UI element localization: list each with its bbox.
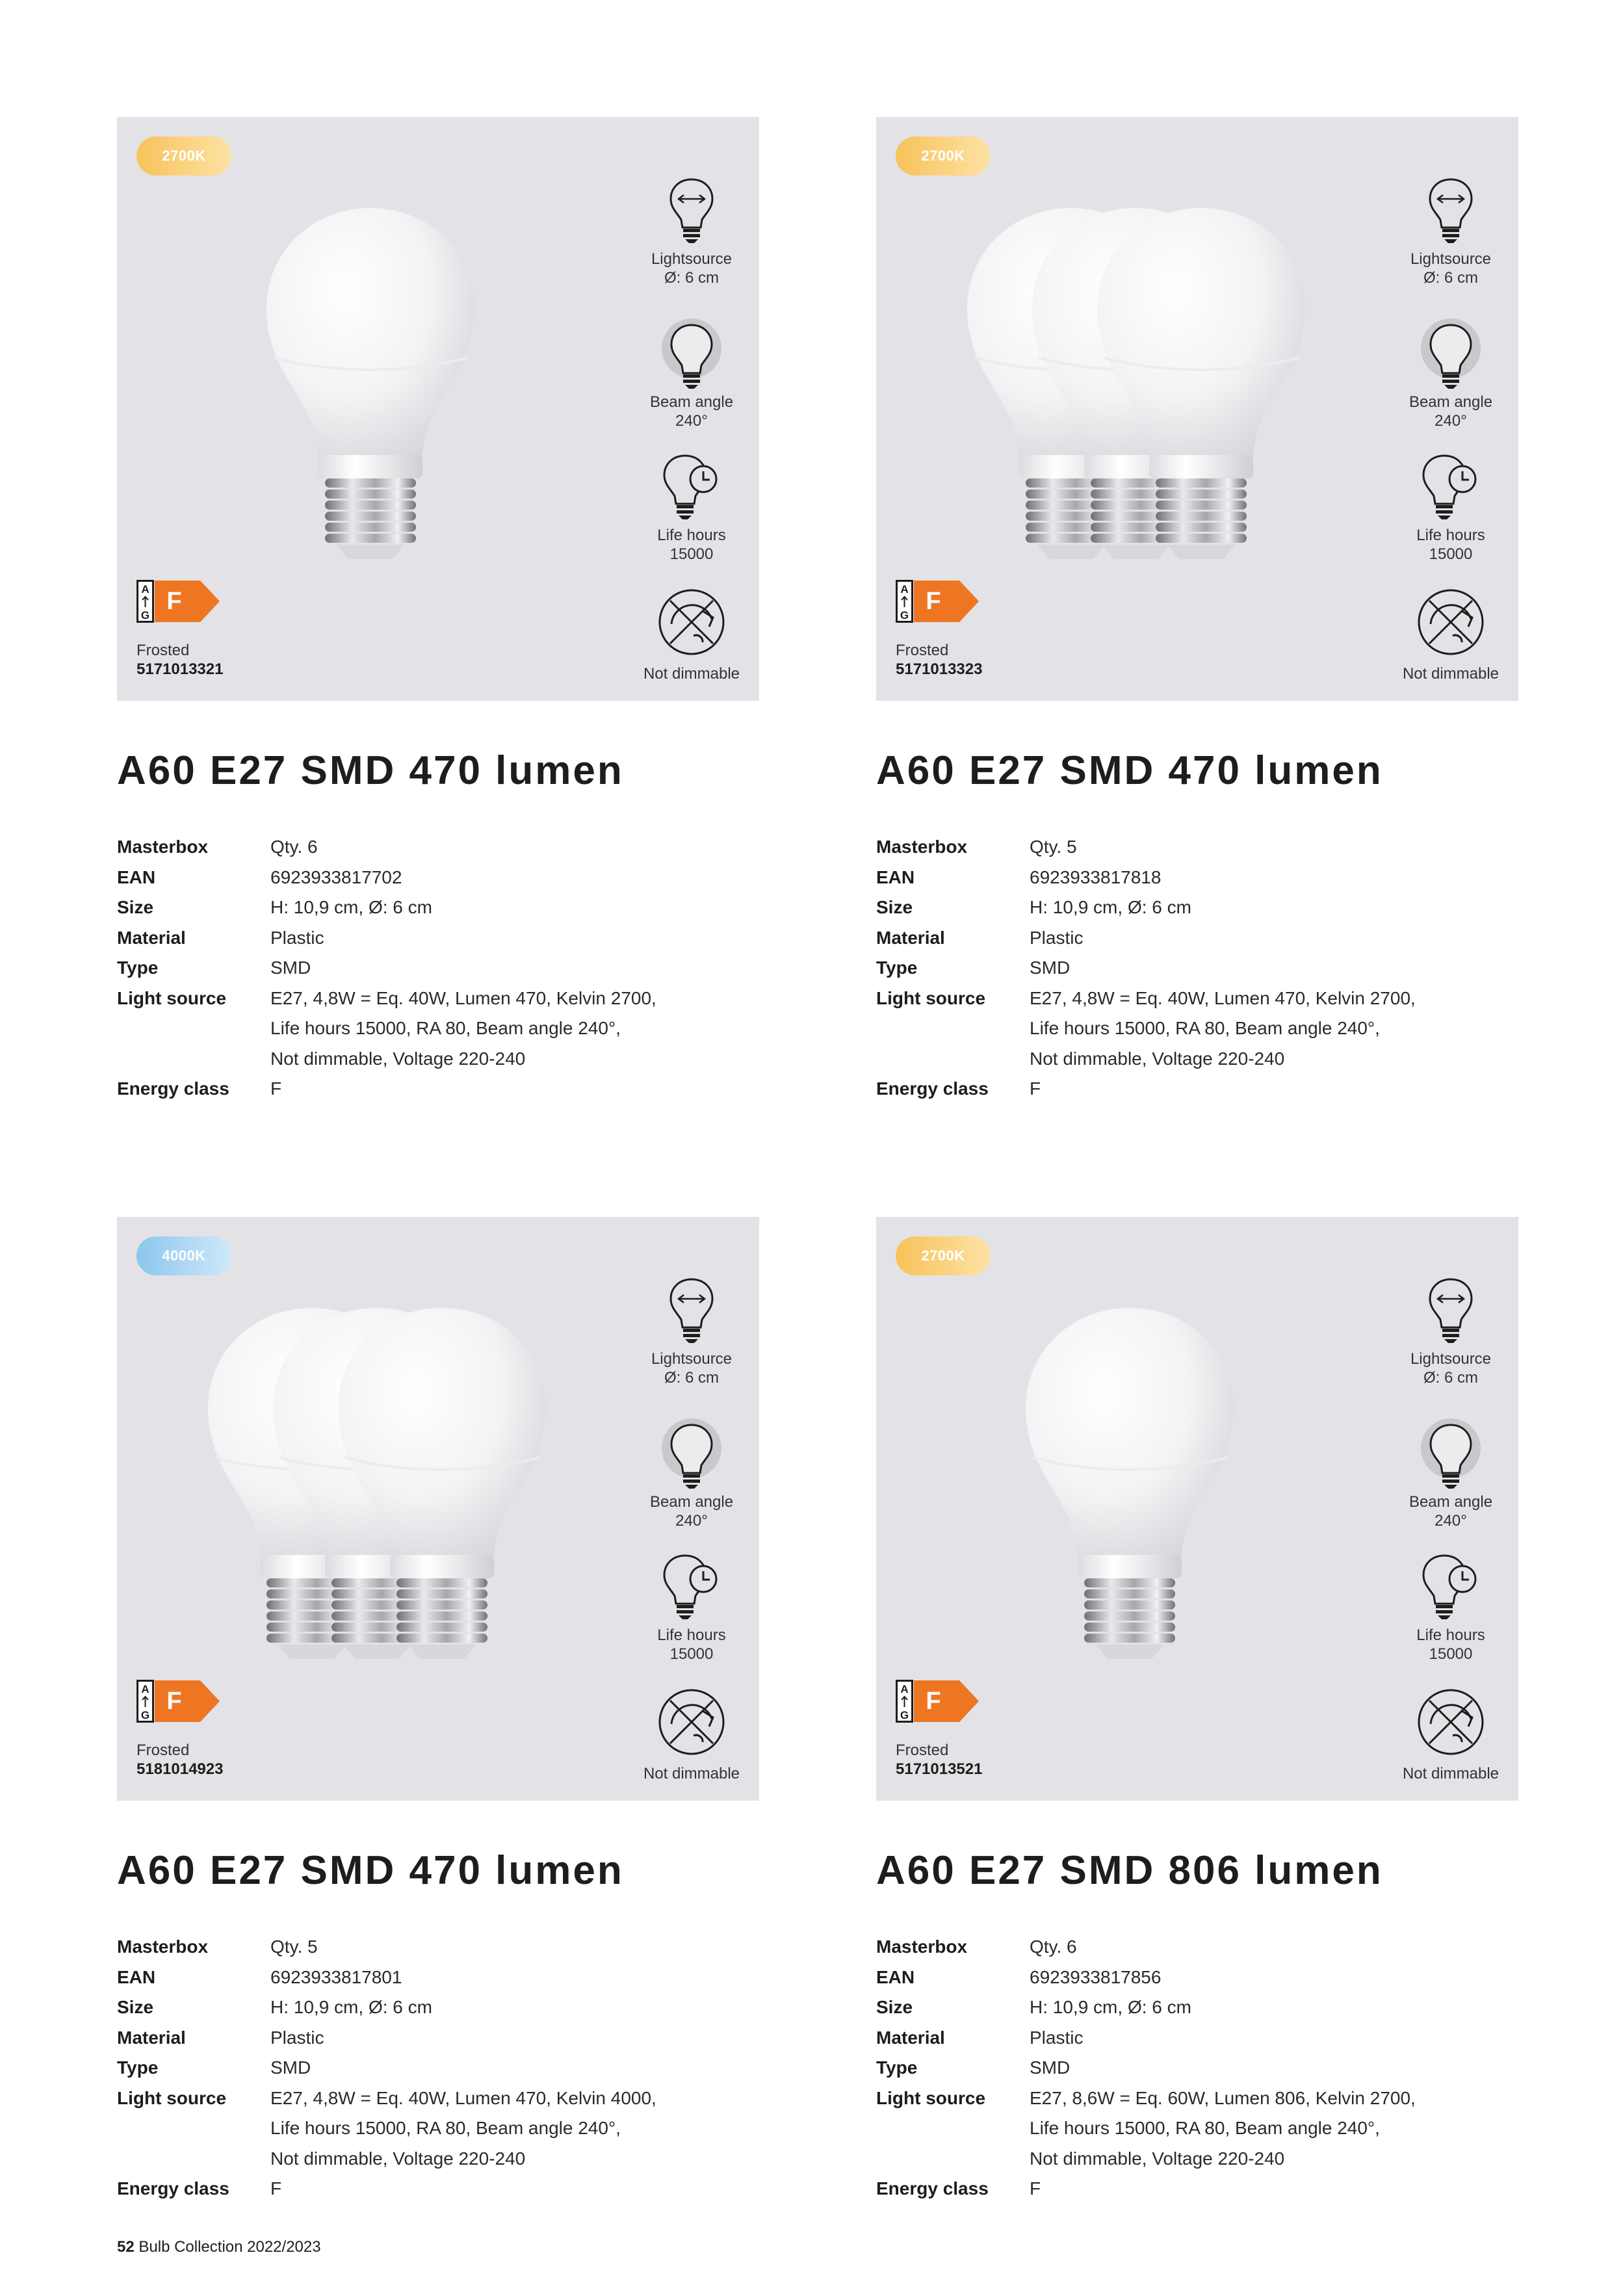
spec-table xyxy=(876,1932,1518,2204)
svg-text:A: A xyxy=(141,1683,149,1695)
spec-value: Plastic xyxy=(270,927,324,948)
dimmable-feature xyxy=(1386,586,1516,683)
svg-text:G: G xyxy=(900,609,909,621)
svg-text:G: G xyxy=(900,1709,909,1721)
dimmable-label: Not dimmable xyxy=(643,665,740,683)
finish-info xyxy=(896,1741,982,1779)
product-title: A60 E27 SMD 470 lumen xyxy=(117,1848,624,1893)
spec-row-energy-class xyxy=(876,2174,1518,2204)
spec-row-masterbox xyxy=(876,832,1518,863)
finish-label: Frosted xyxy=(136,1742,190,1759)
bulb xyxy=(266,208,474,559)
beam-angle-value: 240° xyxy=(1435,1512,1467,1530)
spec-key: Light source xyxy=(876,987,986,1008)
spec-value: 6923933817801 xyxy=(270,1966,402,1987)
product-code: 5171013321 xyxy=(136,660,224,678)
lightsource-label: Lightsource xyxy=(1410,1350,1492,1368)
spec-row-masterbox xyxy=(117,1932,759,1963)
spec-value: F xyxy=(270,2178,282,2198)
spec-value: H: 10,9 cm, Ø: 6 cm xyxy=(270,1997,432,2017)
light-source-line: Not dimmable, Voltage 220-240 xyxy=(270,1048,526,1069)
bulb-image xyxy=(117,195,572,611)
not-dimmable-icon xyxy=(656,586,727,658)
bulb-image xyxy=(876,1295,1331,1711)
spec-value: F xyxy=(1030,1078,1041,1099)
spec-value xyxy=(270,2083,656,2174)
light-source-line: Life hours 15000, RA 80, Beam angle 240°, xyxy=(270,1018,621,1038)
spec-row-type xyxy=(876,953,1518,984)
beam-angle-icon xyxy=(656,319,727,390)
kelvin-badge: 4000K xyxy=(136,1236,231,1275)
product-title: A60 E27 SMD 470 lumen xyxy=(117,748,624,793)
spec-value xyxy=(1030,2083,1416,2174)
not-dimmable-icon xyxy=(656,1686,727,1758)
spec-value: 6923933817818 xyxy=(1030,867,1162,887)
spec-row-light-source xyxy=(117,984,759,1075)
spec-value: H: 10,9 cm, Ø: 6 cm xyxy=(1030,897,1191,917)
spec-key: Masterbox xyxy=(876,837,968,857)
spec-value: SMD xyxy=(1030,2057,1071,2078)
spec-key: Type xyxy=(876,2057,918,2078)
svg-text:G: G xyxy=(140,609,150,621)
lightsource-value: Ø: 6 cm xyxy=(1423,1369,1478,1387)
product-title: A60 E27 SMD 806 lumen xyxy=(876,1848,1383,1893)
spec-row-ean xyxy=(876,863,1518,893)
product-image-panel xyxy=(117,1217,759,1801)
spec-value: Plastic xyxy=(270,2027,324,2048)
spec-table xyxy=(117,1932,759,2204)
product-title: A60 E27 SMD 470 lumen xyxy=(876,748,1383,793)
bulb-image xyxy=(876,195,1331,611)
life-hours-value: 15000 xyxy=(1429,1645,1473,1663)
spec-row-energy-class xyxy=(876,1074,1518,1104)
spec-value: 6923933817702 xyxy=(270,867,402,887)
svg-text:F: F xyxy=(926,588,941,615)
spec-key: Type xyxy=(876,958,918,978)
spec-row-size xyxy=(117,893,759,923)
beam-angle-value: 240° xyxy=(1435,412,1467,430)
clock-bulb-icon xyxy=(1418,452,1483,523)
clock-bulb-icon xyxy=(659,1552,724,1623)
kelvin-badge: 2700K xyxy=(136,137,231,176)
svg-text:F: F xyxy=(166,588,182,615)
spec-value: H: 10,9 cm, Ø: 6 cm xyxy=(1030,1997,1191,2017)
light-source-line: E27, 8,6W = Eq. 60W, Lumen 806, Kelvin 2700, xyxy=(1030,2087,1416,2108)
lightsource-feature xyxy=(1386,176,1516,287)
life-hours-value: 15000 xyxy=(669,1645,714,1663)
finish-label: Frosted xyxy=(896,1742,949,1759)
spec-key: Energy class xyxy=(876,2178,989,2198)
spec-row-light-source xyxy=(876,984,1518,1075)
spec-row-size xyxy=(876,893,1518,923)
spec-row-masterbox xyxy=(876,1932,1518,1963)
product-code: 5171013521 xyxy=(896,1760,983,1778)
light-source-line: Not dimmable, Voltage 220-240 xyxy=(270,2148,526,2169)
lightsource-feature xyxy=(627,176,757,287)
spec-row-size xyxy=(876,1992,1518,2023)
spec-table xyxy=(876,832,1518,1104)
bulb-image xyxy=(117,1295,572,1711)
lightsource-value: Ø: 6 cm xyxy=(664,269,719,287)
spec-key: Size xyxy=(117,1997,154,2017)
spec-key: EAN xyxy=(117,1966,156,1987)
spec-row-ean xyxy=(117,863,759,893)
product-image-panel xyxy=(876,1217,1518,1801)
spec-value: Plastic xyxy=(1030,927,1084,948)
spec-key: EAN xyxy=(117,867,156,887)
light-source-line: Life hours 15000, RA 80, Beam angle 240°, xyxy=(1030,2118,1380,2138)
life-hours-label: Life hours xyxy=(1416,527,1485,544)
life-hours-label: Life hours xyxy=(1416,1626,1485,1644)
beam-angle-icon xyxy=(1415,1418,1487,1490)
spec-row-type xyxy=(117,953,759,984)
dimmable-label: Not dimmable xyxy=(1402,665,1500,683)
lightsource-label: Lightsource xyxy=(651,1350,733,1368)
product-image-panel xyxy=(876,117,1518,701)
spec-value: Qty. 5 xyxy=(1030,837,1077,857)
product-code: 5171013323 xyxy=(896,660,983,678)
life-hours-feature xyxy=(1386,1552,1516,1663)
spec-value: F xyxy=(1030,2178,1041,2198)
svg-text:G: G xyxy=(140,1709,150,1721)
spec-value: F xyxy=(270,1078,282,1099)
spec-key: Type xyxy=(117,2057,159,2078)
beam-angle-label: Beam angle xyxy=(649,1493,734,1511)
spec-key: Size xyxy=(117,897,154,917)
product-card xyxy=(117,1217,759,2198)
beam-angle-feature xyxy=(1386,1418,1516,1530)
spec-row-masterbox xyxy=(117,832,759,863)
beam-angle-feature xyxy=(627,319,757,430)
finish-info xyxy=(896,641,982,679)
spec-row-material xyxy=(876,2023,1518,2054)
lightsource-icon xyxy=(666,176,718,247)
spec-value: Plastic xyxy=(1030,2027,1084,2048)
spec-key: Material xyxy=(117,2027,186,2048)
page-number: 52 xyxy=(117,2238,135,2256)
product-card xyxy=(876,117,1518,1099)
light-source-line: E27, 4,8W = Eq. 40W, Lumen 470, Kelvin 2700, xyxy=(1030,987,1416,1008)
spec-row-type xyxy=(117,2053,759,2083)
spec-key: Type xyxy=(117,958,159,978)
spec-row-energy-class xyxy=(117,2174,759,2204)
dimmable-feature xyxy=(627,1686,757,1783)
spec-key: EAN xyxy=(876,867,915,887)
beam-angle-label: Beam angle xyxy=(1409,393,1493,411)
spec-value: SMD xyxy=(270,2057,311,2078)
svg-text:A: A xyxy=(141,583,149,595)
beam-angle-label: Beam angle xyxy=(649,393,734,411)
spec-row-energy-class xyxy=(117,1074,759,1104)
life-hours-feature xyxy=(627,452,757,564)
lightsource-label: Lightsource xyxy=(651,250,733,268)
life-hours-feature xyxy=(1386,452,1516,564)
lightsource-icon xyxy=(1425,176,1477,247)
spec-table xyxy=(117,832,759,1104)
lightsource-icon xyxy=(1425,1275,1477,1347)
beam-angle-value: 240° xyxy=(675,1512,708,1530)
spec-row-ean xyxy=(876,1963,1518,1993)
beam-angle-feature xyxy=(627,1418,757,1530)
spec-value: Qty. 6 xyxy=(270,837,318,857)
product-image-panel xyxy=(117,117,759,701)
clock-bulb-icon xyxy=(659,452,724,523)
spec-value: SMD xyxy=(270,958,311,978)
bulb xyxy=(1026,1308,1234,1659)
spec-key: Masterbox xyxy=(876,1937,968,1957)
svg-text:A: A xyxy=(900,583,909,595)
lightsource-value: Ø: 6 cm xyxy=(1423,269,1478,287)
light-source-line: Not dimmable, Voltage 220-240 xyxy=(1030,1048,1285,1069)
spec-key: Material xyxy=(876,927,945,948)
life-hours-label: Life hours xyxy=(657,1626,726,1644)
spec-row-material xyxy=(117,923,759,954)
spec-row-light-source xyxy=(117,2083,759,2174)
product-card xyxy=(117,117,759,1099)
energy-label-icon xyxy=(136,580,221,623)
spec-key: Material xyxy=(876,2027,945,2048)
spec-value: H: 10,9 cm, Ø: 6 cm xyxy=(270,897,432,917)
life-hours-value: 15000 xyxy=(669,545,714,563)
spec-key: Light source xyxy=(117,987,227,1008)
life-hours-value: 15000 xyxy=(1429,545,1473,563)
spec-key: Size xyxy=(876,897,913,917)
not-dimmable-icon xyxy=(1415,1686,1487,1758)
light-source-line: E27, 4,8W = Eq. 40W, Lumen 470, Kelvin 4000, xyxy=(270,2087,656,2108)
kelvin-badge: 2700K xyxy=(896,1236,991,1275)
dimmable-feature xyxy=(1386,1686,1516,1783)
lightsource-feature xyxy=(1386,1275,1516,1387)
spec-key: Energy class xyxy=(117,2178,229,2198)
svg-text:A: A xyxy=(900,1683,909,1695)
energy-label-icon xyxy=(136,1680,221,1723)
energy-label-icon xyxy=(896,1680,980,1723)
beam-angle-feature xyxy=(1386,319,1516,430)
spec-row-material xyxy=(117,2023,759,2054)
spec-key: EAN xyxy=(876,1966,915,1987)
lightsource-icon xyxy=(666,1275,718,1347)
dimmable-label: Not dimmable xyxy=(643,1765,740,1782)
energy-label-icon xyxy=(896,580,980,623)
finish-info xyxy=(136,1741,223,1779)
spec-row-light-source xyxy=(876,2083,1518,2174)
clock-bulb-icon xyxy=(1418,1552,1483,1623)
light-source-line: Life hours 15000, RA 80, Beam angle 240°, xyxy=(1030,1018,1380,1038)
spec-key: Material xyxy=(117,927,186,948)
beam-angle-value: 240° xyxy=(675,412,708,430)
spec-value: SMD xyxy=(1030,958,1071,978)
spec-key: Size xyxy=(876,1997,913,2017)
finish-info xyxy=(136,641,223,679)
spec-key: Masterbox xyxy=(117,837,209,857)
beam-angle-label: Beam angle xyxy=(1409,1493,1493,1511)
publication-title: Bulb Collection 2022/2023 xyxy=(138,2238,321,2256)
spec-value: 6923933817856 xyxy=(1030,1966,1162,1987)
page-footer xyxy=(117,2238,321,2256)
spec-key: Light source xyxy=(117,2087,227,2108)
product-code: 5181014923 xyxy=(136,1760,224,1778)
spec-row-material xyxy=(876,923,1518,954)
finish-label: Frosted xyxy=(136,642,190,659)
lightsource-label: Lightsource xyxy=(1410,250,1492,268)
dimmable-label: Not dimmable xyxy=(1402,1765,1500,1782)
beam-angle-icon xyxy=(1415,319,1487,390)
spec-value xyxy=(1030,984,1416,1075)
lightsource-value: Ø: 6 cm xyxy=(664,1369,719,1387)
spec-key: Masterbox xyxy=(117,1937,209,1957)
spec-row-ean xyxy=(117,1963,759,1993)
dimmable-feature xyxy=(627,586,757,683)
svg-text:F: F xyxy=(166,1688,182,1715)
lightsource-feature xyxy=(627,1275,757,1387)
life-hours-label: Life hours xyxy=(657,527,726,544)
beam-angle-icon xyxy=(656,1418,727,1490)
spec-key: Light source xyxy=(876,2087,986,2108)
spec-key: Energy class xyxy=(117,1078,229,1099)
light-source-line: Life hours 15000, RA 80, Beam angle 240°, xyxy=(270,2118,621,2138)
spec-value xyxy=(270,984,656,1075)
spec-value: Qty. 6 xyxy=(1030,1937,1077,1957)
light-source-line: Not dimmable, Voltage 220-240 xyxy=(1030,2148,1285,2169)
spec-row-size xyxy=(117,1992,759,2023)
spec-key: Energy class xyxy=(876,1078,989,1099)
light-source-line: E27, 4,8W = Eq. 40W, Lumen 470, Kelvin 2700, xyxy=(270,987,656,1008)
product-card xyxy=(876,1217,1518,2198)
kelvin-badge: 2700K xyxy=(896,137,991,176)
not-dimmable-icon xyxy=(1415,586,1487,658)
svg-text:F: F xyxy=(926,1688,941,1715)
finish-label: Frosted xyxy=(896,642,949,659)
life-hours-feature xyxy=(627,1552,757,1663)
spec-value: Qty. 5 xyxy=(270,1937,318,1957)
spec-row-type xyxy=(876,2053,1518,2083)
